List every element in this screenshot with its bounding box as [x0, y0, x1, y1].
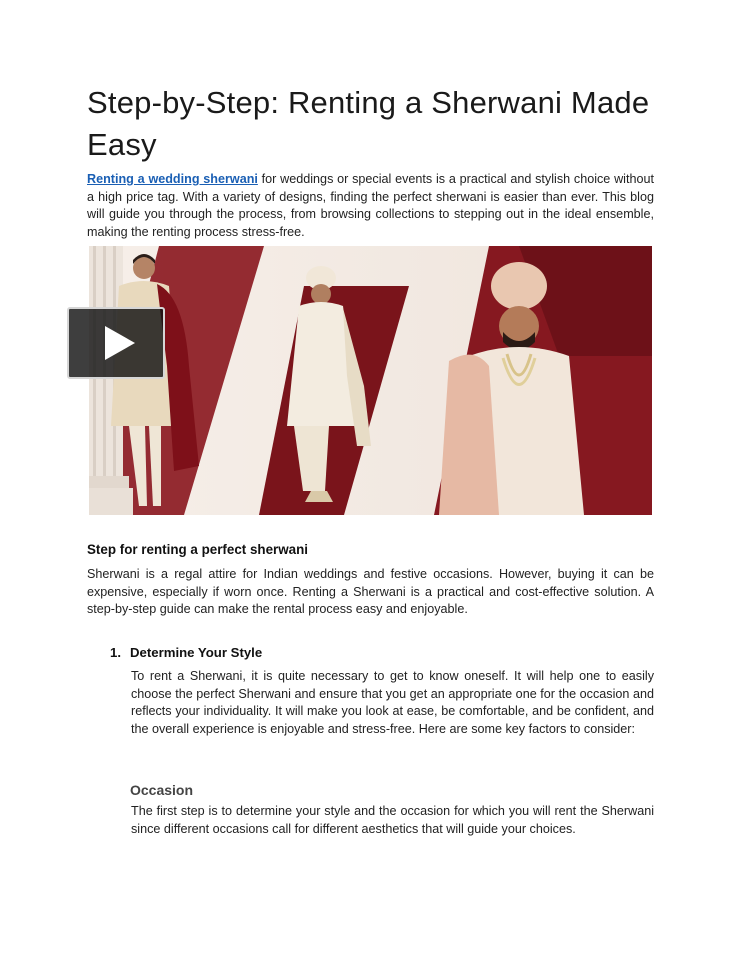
list-item-heading — [110, 644, 510, 662]
subsection-heading: Occasion — [130, 782, 194, 798]
play-button[interactable] — [67, 307, 165, 379]
hero-image — [89, 246, 652, 515]
play-icon — [69, 309, 163, 377]
renting-sherwani-link[interactable]: Renting a wedding sherwani — [87, 172, 258, 186]
sherwani-models-illustration — [89, 246, 652, 515]
list-heading-text: Determine Your Style — [130, 645, 263, 660]
section-heading: Step for renting a perfect sherwani — [87, 542, 308, 557]
intro-text: for weddings or special events is a practical and stylish choice without a high price tag. With a variety of designs, finding the perfect sherwani is easier than ever. This blog will guide you through the process, from browsing collections to stepping out in the ideal ensemble, making the renting process stress-free. — [87, 172, 654, 239]
section-paragraph: Sherwani is a regal attire for Indian weddings and festive occasions. However, buying it can be expensive, especially if worn once. Renting a Sherwani is a practical and cost-effective solution. A step-by-step guide can make the rental process easy and enjoyable. — [87, 567, 654, 617]
list-item-paragraph: To rent a Sherwani, it is quite necessary to get to know oneself. It will help one to easily choose the perfect Sherwani and ensure that you get an appropriate one for the occasion and reflects your individuality. It will make you look at ease, be comfortable, and be confident, and the overall experience is enjoyable and stress-free. Here are some key factors to consider: — [131, 669, 654, 736]
intro-paragraph — [87, 171, 654, 241]
list-number: 1. — [110, 645, 121, 660]
subsection-paragraph: The first step is to determine your style and the occasion for which you will rent the Sherwani since different occasions call for different aesthetics that will guide your choices. — [131, 804, 654, 836]
page-title: Step-by-Step: Renting a Sherwani Made Easy — [87, 85, 650, 162]
